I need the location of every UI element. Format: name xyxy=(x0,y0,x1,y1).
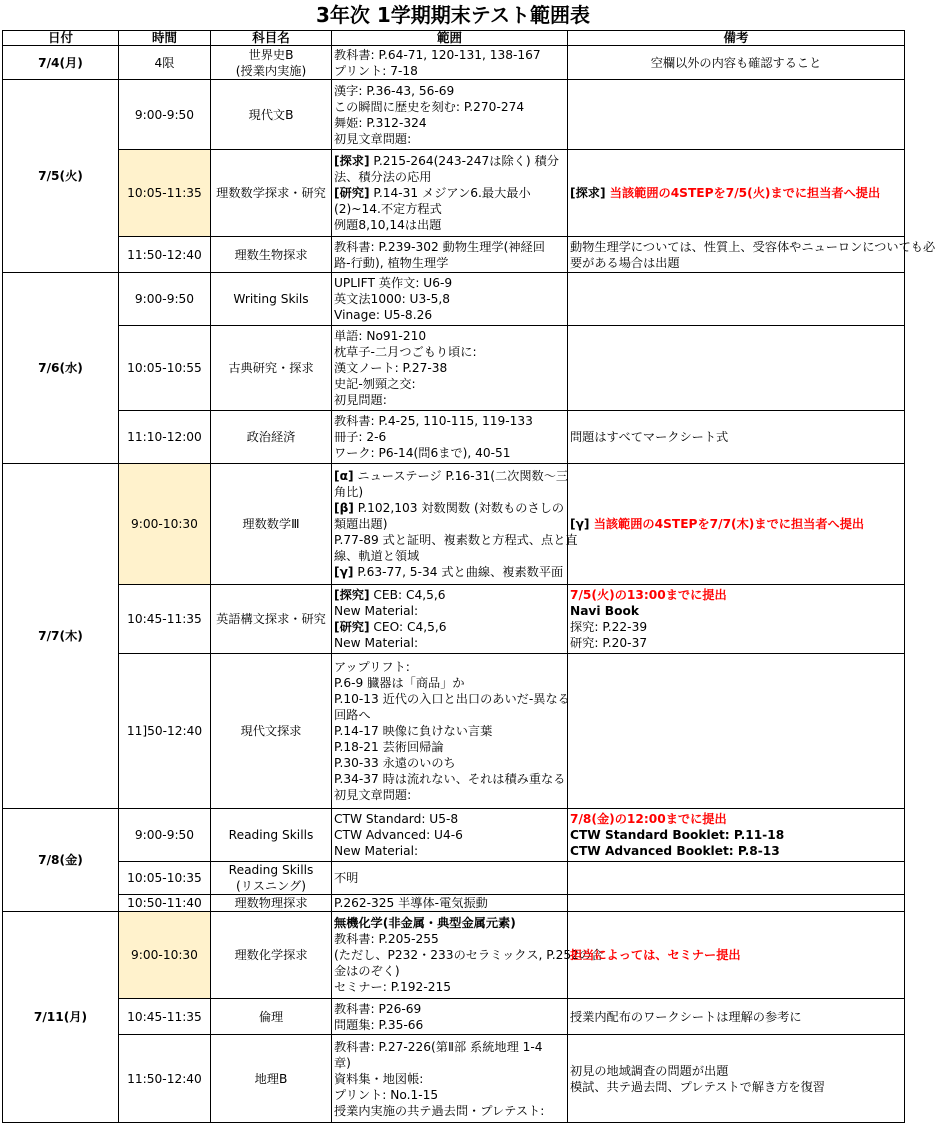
text-line xyxy=(570,429,902,445)
time-cell: 10:05-10:35 xyxy=(119,862,211,895)
table-row xyxy=(3,80,905,150)
line-text: 要がある場合は出題 xyxy=(570,255,680,270)
line-text: 回路へ xyxy=(334,708,371,722)
text-line xyxy=(334,787,565,803)
line-text: P.77-89 式と証明、複素数と方程式、点と直 xyxy=(334,533,578,547)
table-row xyxy=(3,585,905,654)
time-cell: 9:00-9:50 xyxy=(119,80,211,150)
header-date: 日付 xyxy=(3,31,119,46)
text-line xyxy=(334,153,565,169)
subject-line: 政治経済 xyxy=(246,430,296,444)
line-text: P.215-264(243-247は除く) 積分 xyxy=(369,154,559,168)
text-line xyxy=(570,843,902,859)
date-cell: 7/4(月) xyxy=(3,46,119,80)
line-text: 不明 xyxy=(334,871,359,885)
line-text: 例題8,10,14は出題 xyxy=(334,218,442,232)
table-row xyxy=(3,862,905,895)
subject-line: 理数生物探求 xyxy=(234,247,308,262)
text-line xyxy=(570,827,902,843)
text-line xyxy=(334,827,565,843)
line-text: New Material: xyxy=(334,604,419,618)
subject-cell xyxy=(211,809,332,862)
time-cell: 10:45-11:35 xyxy=(119,585,211,654)
bold-label: [研究] xyxy=(334,186,370,200)
line-text: 舞姫: P.312-324 xyxy=(334,115,427,130)
line-text: P.10-13 近代の入口と出口のあいだ-異なる xyxy=(334,692,570,706)
text-line xyxy=(570,619,902,635)
bold-label: CTW Standard Booklet: P.11-18 xyxy=(570,828,785,842)
time-cell: 10:50-11:40 xyxy=(119,895,211,912)
subject-line: 世界史B xyxy=(248,47,294,62)
note-cell xyxy=(568,411,905,464)
line-text: New Material: xyxy=(334,844,419,858)
text-line xyxy=(570,603,902,619)
text-line xyxy=(334,445,565,461)
line-text: CTW Advanced: U4-6 xyxy=(334,828,463,842)
deadline-notice: 7/8(金)の12:00までに提出 xyxy=(570,812,727,826)
line-text: (ただし、P232・233のセラミックス, P.252の合 xyxy=(334,948,604,962)
note-cell xyxy=(568,237,935,273)
line-text: アップリフト: xyxy=(334,660,410,674)
text-line xyxy=(334,931,565,947)
header-notes: 備考 xyxy=(568,31,905,46)
text-line xyxy=(334,516,565,532)
range-cell xyxy=(332,585,568,654)
line-text: P.18-21 芸術回帰論 xyxy=(334,740,444,754)
text-line xyxy=(334,532,578,548)
text-line xyxy=(334,275,565,291)
bold-label: [探求] xyxy=(334,154,370,168)
subject-line: 理数化学探求 xyxy=(234,948,308,962)
text-line xyxy=(570,55,902,71)
subject-cell xyxy=(211,411,332,464)
time-cell: 10:45-11:35 xyxy=(119,999,211,1035)
subject-cell xyxy=(211,585,332,654)
line-text: 冊子: 2-6 xyxy=(334,430,387,444)
line-text: P.262-325 半導体-電気振動 xyxy=(334,896,488,910)
date-cell: 7/8(金) xyxy=(3,809,119,912)
text-line xyxy=(334,1103,565,1119)
range-cell xyxy=(332,862,568,895)
subject-line: 現代文探求 xyxy=(240,724,302,738)
subject-cell xyxy=(211,895,332,912)
time-cell: 9:00-9:50 xyxy=(119,809,211,862)
text-line xyxy=(570,1079,902,1095)
line-text: 単語: No91-210 xyxy=(334,329,427,343)
line-text: 初見文章問題: xyxy=(334,788,412,802)
line-text: New Material: xyxy=(334,636,419,650)
subject-line: 倫理 xyxy=(258,1009,284,1024)
line-text: 初見文章問題: xyxy=(334,131,412,146)
text-line xyxy=(334,484,565,500)
range-cell xyxy=(332,912,604,999)
time-cell: 9:00-10:30 xyxy=(119,464,211,585)
text-line xyxy=(334,915,565,931)
text-line xyxy=(334,723,565,739)
text-line xyxy=(334,1017,565,1033)
range-cell xyxy=(332,411,568,464)
subject-cell xyxy=(211,46,332,80)
text-line xyxy=(334,587,565,603)
text-line xyxy=(570,239,935,255)
line-text: 角比) xyxy=(334,485,364,499)
bold-label: [β] xyxy=(334,501,354,515)
line-text: ワーク: P6-14(問6まで), 40-51 xyxy=(334,446,511,460)
line-text: 初見問題: xyxy=(334,393,387,407)
text-line xyxy=(334,1071,565,1087)
note-cell xyxy=(568,46,905,80)
note-cell xyxy=(568,862,905,895)
line-text: P.6-9 臓器は「商品」か xyxy=(334,676,465,690)
bold-label: CTW Advanced Booklet: P.8-13 xyxy=(570,844,780,858)
time-cell: 11:10-12:00 xyxy=(119,411,211,464)
text-line xyxy=(334,344,565,360)
line-text: ニューステージ P.16-31(二次関数～三 xyxy=(353,469,569,483)
time-cell: 9:00-9:50 xyxy=(119,273,211,326)
table-row xyxy=(3,464,905,585)
line-text: 史記-刎頸之交: xyxy=(334,377,416,391)
note-cell xyxy=(568,809,905,862)
note-cell xyxy=(568,654,905,809)
text-line xyxy=(334,1055,565,1071)
time-cell: 11:50-12:40 xyxy=(119,237,211,273)
subject-line: (授業内実施) xyxy=(235,63,307,78)
bold-label: [探求] xyxy=(570,186,610,200)
subject-cell xyxy=(211,654,332,809)
text-line xyxy=(334,468,569,484)
table-row xyxy=(3,411,905,464)
text-line xyxy=(334,548,565,564)
text-line xyxy=(570,255,902,271)
exam-schedule-table xyxy=(2,30,935,1123)
subject-line: 古典研究・探求 xyxy=(228,361,314,375)
table-row xyxy=(3,1035,905,1123)
date-cell: 7/11(月) xyxy=(3,912,119,1123)
line-text: 枕草子-二月つごもり頃に: xyxy=(334,345,477,359)
range-cell xyxy=(332,464,578,585)
line-text: プリント: No.1-15 xyxy=(334,1087,439,1102)
line-text: 章) xyxy=(334,1055,351,1070)
range-cell xyxy=(332,999,568,1035)
table-row xyxy=(3,999,905,1035)
text-line xyxy=(334,291,565,307)
text-line xyxy=(334,429,565,445)
text-line xyxy=(334,755,565,771)
range-cell xyxy=(332,326,568,411)
time-cell: 11]50-12:40 xyxy=(119,654,211,809)
line-text: P.14-31 メジアン6.最大最小 xyxy=(369,186,531,200)
bold-label: 無機化学(非金属・典型金属元素) xyxy=(334,916,516,930)
line-text: P.34-37 時は流れない、それは積み重なる xyxy=(334,772,566,786)
text-line xyxy=(334,83,565,99)
time-cell: 4限 xyxy=(119,46,211,80)
text-line xyxy=(334,1001,565,1017)
line-text: P.102,103 対数関数 (対数ものさしの xyxy=(353,501,565,515)
line-text: 教科書: P.4-25, 110-115, 119-133 xyxy=(334,414,533,428)
line-text: 類題出題) xyxy=(334,517,388,531)
range-cell xyxy=(332,46,568,80)
time-cell: 10:05-10:55 xyxy=(119,326,211,411)
subject-line: Reading Skills xyxy=(228,863,314,877)
subject-cell xyxy=(211,80,332,150)
text-line xyxy=(334,328,565,344)
text-line xyxy=(334,843,565,859)
subject-line: 地理B xyxy=(254,1071,288,1086)
line-text: 模試、共テ過去問、プレテストで解き方を復習 xyxy=(570,1079,825,1094)
range-cell xyxy=(332,150,568,237)
subject-line: 理数数学探求・研究 xyxy=(216,186,326,200)
text-line xyxy=(570,635,902,651)
time-cell: 10:05-11:35 xyxy=(119,150,211,237)
text-line xyxy=(334,635,565,651)
subject-cell xyxy=(211,464,332,585)
subject-line: 理数物理探求 xyxy=(234,896,308,910)
text-line xyxy=(334,185,565,201)
text-line xyxy=(334,115,565,131)
subject-line: 理数数学Ⅲ xyxy=(242,517,300,531)
text-line xyxy=(334,99,565,115)
text-line xyxy=(570,1009,902,1025)
header-subject: 科目名 xyxy=(211,31,332,46)
subject-cell xyxy=(211,912,332,999)
range-cell xyxy=(332,895,568,912)
range-cell xyxy=(332,237,568,273)
bold-label: [γ] xyxy=(334,565,354,579)
text-line xyxy=(334,1087,565,1103)
text-line xyxy=(334,603,565,619)
subject-cell xyxy=(211,862,332,895)
line-text: (2)~14.不定方程式 xyxy=(334,202,442,216)
bold-label: [α] xyxy=(334,469,354,483)
line-text: 動物生理学については、性質上、受容体やニューロンについても必 xyxy=(570,239,935,254)
note-cell xyxy=(568,895,905,912)
text-line xyxy=(334,707,565,723)
subject-line: (リスニング) xyxy=(236,879,306,893)
line-text: P.63-77, 5-34 式と曲線、複素数平面 xyxy=(353,565,564,579)
line-text: 教科書: P.27-226(第Ⅱ部 系統地理 1-4 xyxy=(334,1039,543,1054)
header-range: 範囲 xyxy=(332,31,568,46)
text-line xyxy=(334,619,565,635)
line-text: 研究: P.20-37 xyxy=(570,636,648,650)
text-line xyxy=(334,979,565,995)
text-line xyxy=(334,675,565,691)
subject-cell xyxy=(211,237,332,273)
line-text: 線、軌道と領域 xyxy=(334,549,420,563)
date-cell: 7/6(水) xyxy=(3,273,119,464)
date-cell: 7/5(火) xyxy=(3,80,119,273)
line-text: P.30-33 永遠のいのち xyxy=(334,756,456,770)
subject-cell xyxy=(211,273,332,326)
note-cell xyxy=(568,326,905,411)
text-line xyxy=(334,201,565,217)
line-text: 教科書: P26-69 xyxy=(334,1001,422,1016)
line-text: 金はのぞく) xyxy=(334,964,400,978)
line-text: この瞬間に歴史を刻む: P.270-274 xyxy=(334,99,525,114)
line-text: 探究: P.22-39 xyxy=(570,620,648,634)
line-text: 初見の地域調査の問題が出題 xyxy=(570,1063,729,1078)
header-time: 時間 xyxy=(119,31,211,46)
bold-label: Navi Book xyxy=(570,604,639,618)
text-line xyxy=(570,811,902,827)
note-cell xyxy=(568,80,905,150)
line-text: 授業内実施の共テ過去問・プレテスト: xyxy=(334,1103,545,1118)
deadline-notice: 7/5(火)の13:00までに提出 xyxy=(570,588,727,602)
line-text: 漢字: P.36-43, 56-69 xyxy=(334,83,455,98)
text-line xyxy=(334,392,565,408)
note-cell xyxy=(568,585,905,654)
text-line xyxy=(334,217,565,233)
range-cell xyxy=(332,80,568,150)
range-cell xyxy=(332,1035,568,1123)
line-text: 教科書: P.239-302 動物生理学(神経回 xyxy=(334,239,545,254)
note-cell xyxy=(568,464,905,585)
line-text: 資料集・地図帳: xyxy=(334,1071,424,1086)
subject-line: Writing Skils xyxy=(233,292,309,306)
text-line xyxy=(334,963,565,979)
page-title: 3年次 1学期期末テスト範囲表 xyxy=(316,3,590,27)
line-text: 問題はすべてマークシート式 xyxy=(570,430,729,444)
line-text: 授業内配布のワークシートは理解の参考に xyxy=(570,1009,802,1024)
note-cell xyxy=(568,273,905,326)
line-text: 教科書: P.64-71, 120-131, 138-167 xyxy=(334,47,541,62)
line-text: 路-行動), 植物生理学 xyxy=(334,255,449,270)
deadline-notice: 担当によっては、セミナー提出 xyxy=(570,948,741,962)
text-line xyxy=(334,691,570,707)
text-line xyxy=(334,63,565,79)
line-text: P.14-17 映像に負けない言葉 xyxy=(334,724,493,738)
line-text: 問題集: P.35-66 xyxy=(334,1017,424,1032)
line-text: セミナー: P.192-215 xyxy=(334,980,451,994)
text-line xyxy=(334,870,565,886)
text-line xyxy=(334,811,565,827)
text-line xyxy=(334,131,565,147)
text-line xyxy=(570,587,902,603)
line-text: 英文法1000: U3-5,8 xyxy=(334,292,451,306)
bold-label: [研究] xyxy=(334,620,370,634)
subject-cell xyxy=(211,150,332,237)
time-cell: 11:50-12:40 xyxy=(119,1035,211,1123)
subject-line: 英語構文探求・研究 xyxy=(216,612,326,626)
table-row xyxy=(3,273,905,326)
line-text: CEO: C4,5,6 xyxy=(369,620,447,634)
table-row xyxy=(3,150,905,237)
text-line xyxy=(334,739,565,755)
text-line xyxy=(334,771,565,787)
table-row xyxy=(3,912,905,999)
text-line xyxy=(570,1063,902,1079)
text-line xyxy=(334,947,604,963)
subject-line: Reading Skills xyxy=(228,828,314,842)
line-text: プリント: 7-18 xyxy=(334,63,418,78)
range-cell xyxy=(332,809,568,862)
text-line xyxy=(334,255,565,271)
date-cell: 7/7(木) xyxy=(3,464,119,809)
text-line xyxy=(334,564,565,580)
subject-cell xyxy=(211,999,332,1035)
subject-cell xyxy=(211,326,332,411)
text-line xyxy=(334,47,565,63)
range-cell xyxy=(332,654,568,809)
bold-label: [γ] xyxy=(570,517,594,531)
table-row xyxy=(3,654,905,809)
note-cell xyxy=(568,999,905,1035)
table-row xyxy=(3,237,905,273)
subject-line: 現代文B xyxy=(248,107,294,122)
text-line xyxy=(334,1039,565,1055)
line-text: 漢文ノート: P.27-38 xyxy=(334,361,448,375)
note-cell xyxy=(568,912,905,999)
line-text: Vinage: U5-8.26 xyxy=(334,308,433,322)
note-cell xyxy=(568,150,905,237)
line-text: UPLIFT 英作文: U6-9 xyxy=(334,276,453,290)
text-line xyxy=(334,376,565,392)
line-text: CEB: C4,5,6 xyxy=(369,588,446,602)
line-text: 空欄以外の内容も確認すること xyxy=(650,55,822,70)
text-line xyxy=(334,895,565,911)
text-line xyxy=(334,659,565,675)
range-cell xyxy=(332,273,568,326)
line-text: 法、積分法の応用 xyxy=(334,170,432,184)
text-line xyxy=(570,516,902,532)
time-cell: 9:00-10:30 xyxy=(119,912,211,999)
note-cell xyxy=(568,1035,905,1123)
deadline-notice: 当該範囲の4STEPを7/7(木)までに担当者へ提出 xyxy=(593,517,865,531)
text-line xyxy=(334,500,565,516)
text-line xyxy=(334,239,565,255)
text-line xyxy=(570,185,902,201)
line-text: 教科書: P.205-255 xyxy=(334,932,439,946)
table-row xyxy=(3,46,905,80)
table-row xyxy=(3,326,905,411)
line-text: CTW Standard: U5-8 xyxy=(334,812,459,826)
table-row xyxy=(3,895,905,912)
table-header-row xyxy=(3,31,905,46)
text-line xyxy=(334,169,565,185)
text-line xyxy=(570,947,902,963)
deadline-notice: 当該範囲の4STEPを7/5(火)までに担当者へ提出 xyxy=(609,186,881,200)
bold-label: [探究] xyxy=(334,588,370,602)
text-line xyxy=(334,307,565,323)
subject-cell xyxy=(211,1035,332,1123)
text-line xyxy=(334,360,565,376)
table-row xyxy=(3,809,905,862)
text-line xyxy=(334,413,565,429)
